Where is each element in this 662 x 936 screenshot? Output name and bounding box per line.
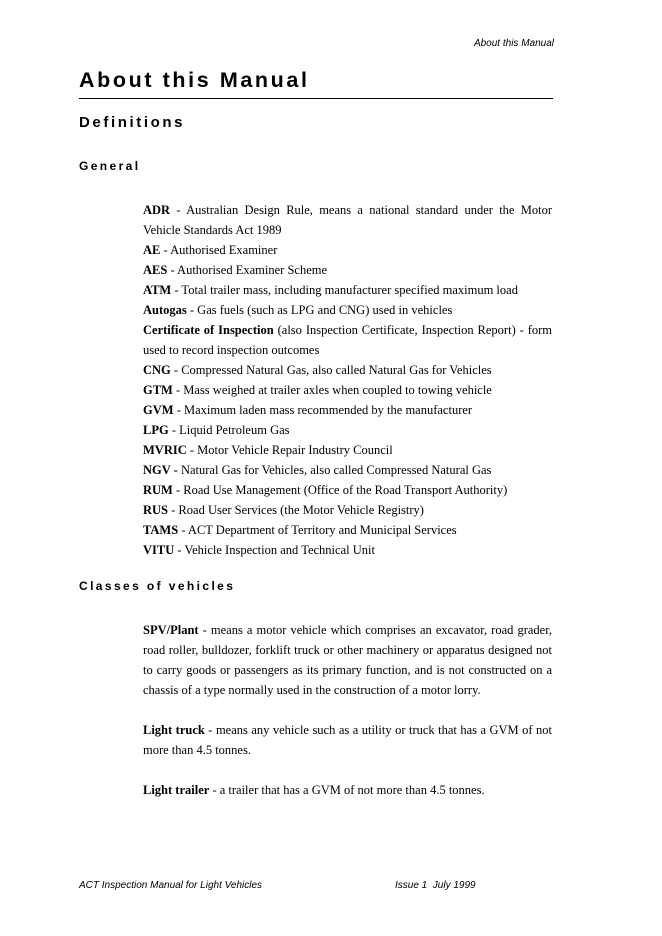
classes-heading: Classes of vehicles — [79, 579, 236, 593]
definition-term: ADR — [143, 203, 171, 217]
class-item — [143, 780, 552, 800]
definition-term: NGV - — [143, 463, 178, 477]
definition-desc: - Total trailer mass, including manufacturer specified maximum load — [171, 283, 518, 297]
definition-term: Certificate of Inspection — [143, 323, 274, 337]
definition-item — [143, 460, 552, 480]
definition-desc: - Gas fuels (such as LPG and CNG) used in vehicles — [186, 303, 453, 317]
definitions-heading: Definitions — [79, 114, 186, 131]
definition-item — [143, 440, 552, 460]
classes-list — [143, 620, 552, 820]
running-header: About this Manual — [473, 38, 554, 49]
definitions-list — [143, 200, 552, 560]
general-heading: General — [79, 159, 141, 173]
definition-term: CNG — [143, 363, 171, 377]
definition-desc: - Mass weighed at trailer axles when coupled to towing vehicle — [172, 383, 492, 397]
definition-term: GVM — [143, 403, 174, 417]
definition-item — [143, 500, 552, 520]
definition-desc: - Liquid Petroleum Gas — [168, 423, 290, 437]
definition-desc: - Australian Design Rule, means a national standard under the Motor Vehicle Standards Act 1989 — [143, 203, 552, 237]
definition-term: Autogas — [143, 303, 187, 317]
class-desc: - a trailer that has a GVM of not more than 4.5 tonnes. — [209, 783, 485, 797]
definition-item — [143, 360, 552, 380]
definition-item — [143, 320, 552, 360]
page-title: About this Manual — [79, 64, 553, 99]
definition-item — [143, 480, 552, 500]
definition-desc: - Vehicle Inspection and Technical Unit — [174, 543, 375, 557]
definition-item — [143, 400, 552, 420]
definition-term: RUM — [143, 483, 173, 497]
definition-item — [143, 540, 552, 560]
definition-desc: - Authorised Examiner — [160, 243, 278, 257]
definition-desc: - ACT Department of Territory and Municipal Services — [178, 523, 457, 537]
definition-item — [143, 240, 552, 260]
definition-desc: - Motor Vehicle Repair Industry Council — [186, 443, 393, 457]
definition-term: VITU — [143, 543, 175, 557]
class-item — [143, 620, 552, 700]
footer-issue: Issue 1 July 1999 — [395, 880, 476, 891]
definition-term: TAMS — [143, 523, 179, 537]
definition-term: GTM — [143, 383, 173, 397]
definition-desc: - Maximum laden mass recommended by the manufacturer — [173, 403, 473, 417]
class-desc: - means a motor vehicle which comprises an excavator, road grader, road roller, bulldozer, forklift truck or other machinery or apparatus designed not to carry goods or passengers as its primary function, and is not constructed on a chassis of a type normally used in the construction of a motor lorry. — [143, 623, 552, 697]
definition-item — [143, 520, 552, 540]
definition-item — [143, 280, 552, 300]
definition-desc: (also Inspection Certificate, Inspection Report) - form used to record inspection outcomes — [143, 323, 552, 357]
definition-term: AE — [143, 243, 161, 257]
definition-desc: - Authorised Examiner Scheme — [167, 263, 328, 277]
definition-desc: Natural Gas for Vehicles, also called Compressed Natural Gas — [177, 463, 492, 477]
definition-term: RUS — [143, 503, 169, 517]
definition-item — [143, 380, 552, 400]
class-desc: - means any vehicle such as a utility or truck that has a GVM of not more than 4.5 tonnes. — [143, 723, 553, 757]
class-term: SPV/Plant — [143, 623, 199, 637]
definition-term: ATM — [143, 283, 172, 297]
definition-term: AES — [143, 263, 168, 277]
definition-item — [143, 420, 552, 440]
class-term: Light truck — [143, 723, 205, 737]
definition-item — [143, 200, 552, 240]
definition-term: MVRIC — [143, 443, 187, 457]
class-item — [143, 720, 552, 760]
footer-manual-name: ACT Inspection Manual for Light Vehicles — [79, 880, 263, 891]
definition-item — [143, 300, 552, 320]
definition-desc: - Road Use Management (Office of the Road Transport Authority) — [172, 483, 508, 497]
definition-desc: - Compressed Natural Gas, also called Natural Gas for Vehicles — [170, 363, 492, 377]
class-term: Light trailer — [143, 783, 210, 797]
definition-item — [143, 260, 552, 280]
definition-desc: - Road User Services (the Motor Vehicle Registry) — [168, 503, 424, 517]
definition-term: LPG — [143, 423, 169, 437]
